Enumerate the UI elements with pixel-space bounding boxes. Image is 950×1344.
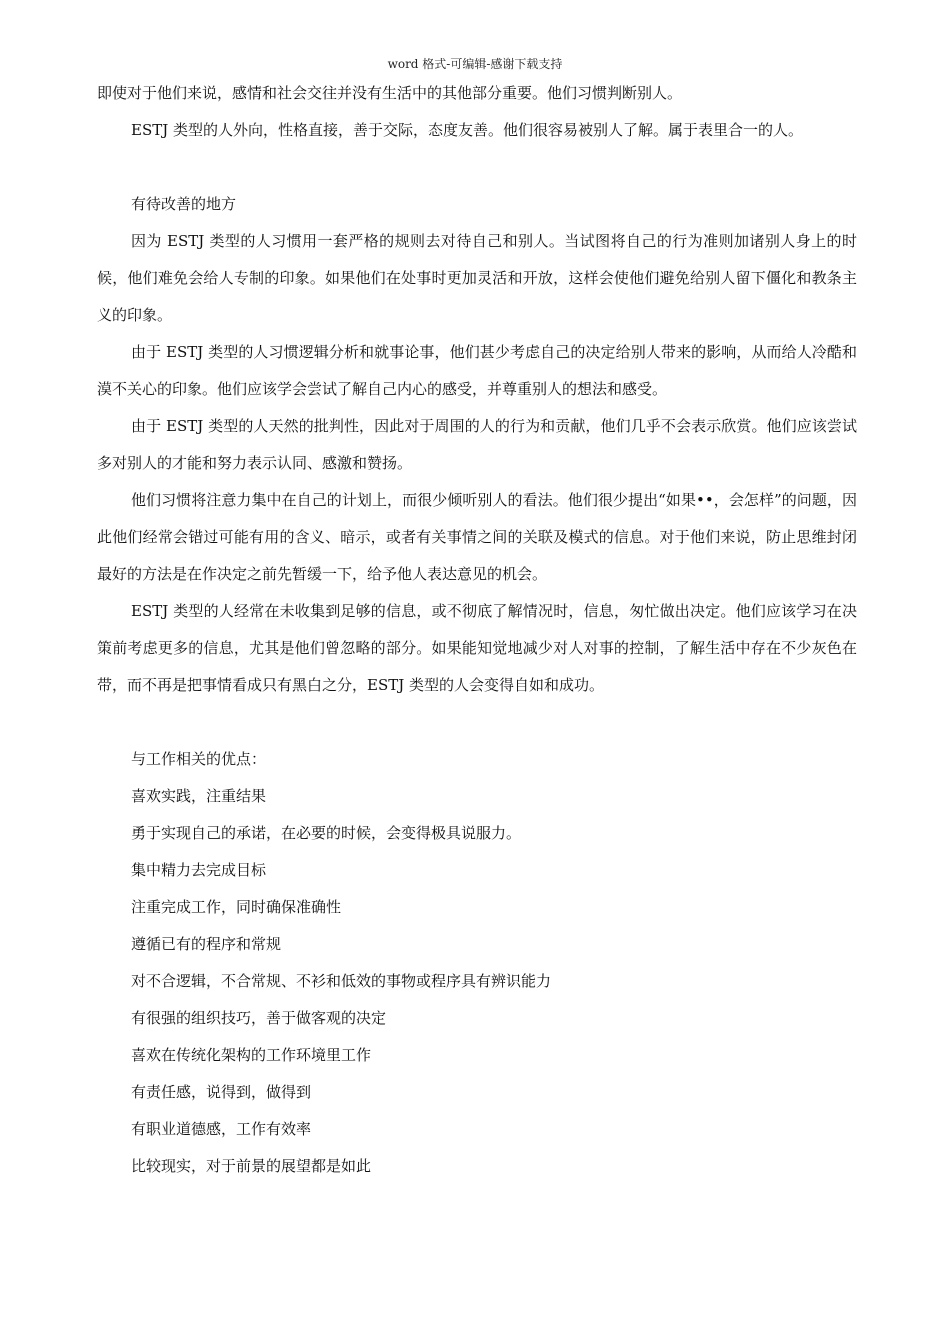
- list-item: 有职业道德感，工作有效率: [131, 1120, 312, 1138]
- list-item: 有很强的组织技巧，善于做客观的决定: [131, 1009, 387, 1027]
- list-item: 比较现实，对于前景的展望都是如此: [131, 1157, 372, 1175]
- paragraph-continuation: 即使对于他们来说，感情和社会交往并没有生活中的其他部分重要。他们习惯判断别人。: [97, 84, 683, 102]
- list-item: 喜欢在传统化架构的工作环境里工作: [131, 1046, 372, 1064]
- list-item: 喜欢实践，注重结果: [131, 787, 267, 805]
- blank-line: [97, 149, 857, 186]
- paragraph-hasty-decisions: ESTJ 类型的人经常在未收集到足够的信息，或不彻底了解情况时，信息，匆忙做出决定。他们应该学习在决策前考虑更多的信息，尤其是他们曾忽略的部分。如果能知觉地减少对人对事的控制，了解生活中存在不少灰色在带，而不再是把事情看成只有黑白之分，ESTJ 类型的人会变得自如和成功。: [97, 602, 857, 694]
- paragraph-extravert-traits: ESTJ 类型的人外向，性格直接，善于交际，态度友善。他们很容易被别人了解。属于表里合一的人。: [131, 121, 804, 139]
- page-header: word 格式-可编辑-感谢下载支持: [387, 57, 563, 71]
- list-item: 注重完成工作，同时确保准确性: [131, 898, 342, 916]
- paragraph-focus-on-plans: 他们习惯将注意力集中在自己的计划上，而很少倾听别人的看法。他们很少提出“如果••，会怎样”的问题，因此他们经常会错过可能有用的含义、暗示，或者有关事情之间的关联及模式的信息。对于他们来说，防止思维封闭最好的方法是在作决定之前先暂缓一下，给予他人表达意见的机会。: [97, 491, 857, 583]
- document-body: [97, 75, 857, 1185]
- paragraph-critical-nature: 由于 ESTJ 类型的人天然的批判性，因此对于周围的人的行为和贡献，他们几乎不会表示欣赏。他们应该尝试多对别人的才能和努力表示认同、感激和赞扬。: [97, 417, 857, 472]
- list-item: 勇于实现自己的承诺，在必要的时候，会变得极具说服力。: [131, 824, 522, 842]
- blank-line: [97, 704, 857, 741]
- list-item: 有责任感，说得到，做得到: [131, 1083, 312, 1101]
- section-heading-strengths: 与工作相关的优点：: [131, 750, 267, 768]
- section-heading-improvements: 有待改善的地方: [131, 195, 237, 213]
- paragraph-logical-analysis: 由于 ESTJ 类型的人习惯逻辑分析和就事论事，他们甚少考虑自己的决定给别人带来的影响，从而给人冷酷和漠不关心的印象。他们应该学会尝试了解自己内心的感受，并尊重别人的想法和感受。: [97, 343, 857, 398]
- paragraph-strict-rules: 因为 ESTJ 类型的人习惯用一套严格的规则去对待自己和别人。当试图将自己的行为准则加诸别人身上的时候，他们难免会给人专制的印象。如果他们在处事时更加灵活和开放，这样会使他们避免给别人留下僵化和教条主义的印象。: [97, 232, 857, 324]
- list-item: 遵循已有的程序和常规: [131, 935, 282, 953]
- strengths-list: [97, 778, 857, 1185]
- list-item: 对不合逻辑，不合常规、不衫和低效的事物或程序具有辨识能力: [131, 972, 552, 990]
- list-item: 集中精力去完成目标: [131, 861, 267, 879]
